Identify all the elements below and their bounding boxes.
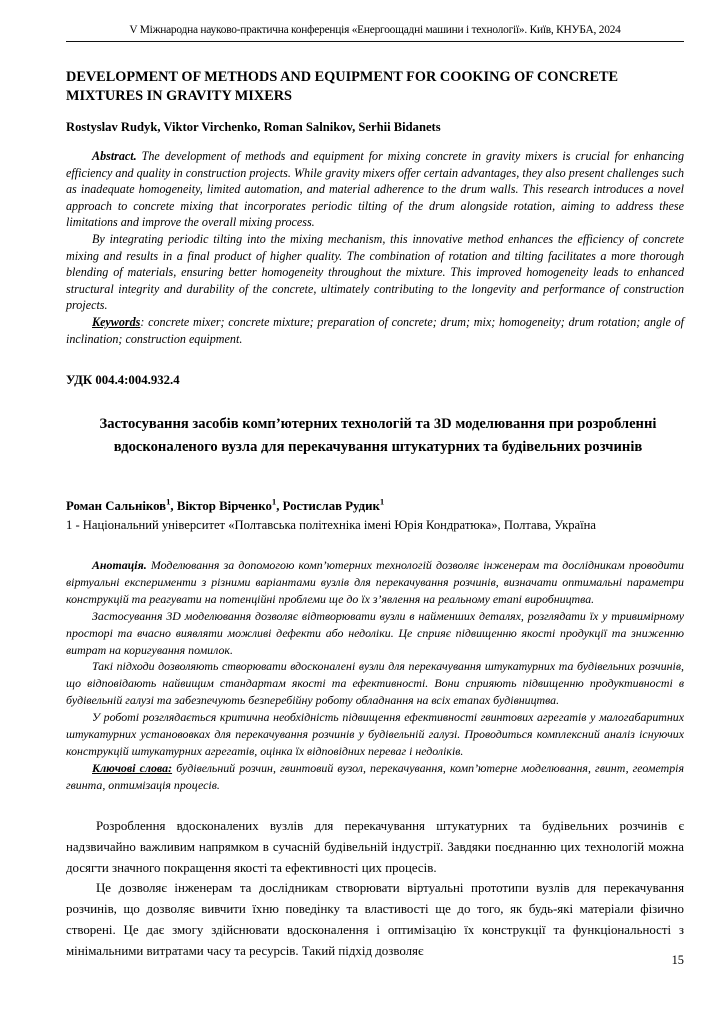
page-content-column xyxy=(66,0,684,1024)
ukrainian-keywords-label: Ключові слова: xyxy=(92,760,173,775)
ukrainian-paper-title: Застосування засобів комп’ютерних технологій та 3D моделювання при розробленні вдосконаленого вузла для перекачування штукатурних та будівельних розчинів xyxy=(99,416,657,455)
body-paragraph-2-text: Це дозволяє інженерам та дослідникам створювати віртуальні прототипи вузлів для перекачування розчинів, що дозволяє вивчити їхню поведінку та властивості ще до того, як будь-які матеріали фізично створені. Це дає змогу здійснювати вдосконалення і оптимізацію їх конструкції та функціональності з мінімальними витратами часу та ресурсів. Такий підхід дозволяє xyxy=(66,881,684,958)
page-number: 15 xyxy=(671,953,684,967)
body-paragraph-2 xyxy=(66,878,684,961)
ukrainian-abstract-paragraph-4 xyxy=(66,709,684,760)
author-name: Роман Сальніков xyxy=(66,499,167,513)
body-text-block xyxy=(66,816,684,962)
author-affiliation-marker: 1 xyxy=(379,496,385,507)
author-affiliation-marker: 1 xyxy=(166,496,171,507)
english-abstract-paragraph-2 xyxy=(66,231,684,314)
english-author-list: Rostyslav Rudyk, Viktor Virchenko, Roman Salnikov, Serhii Bidanets xyxy=(66,120,441,134)
ukrainian-abstract-text-2: Застосування 3D моделювання дозволяє відтворювати вузли в найменших деталях, розглядати їх у тривимірному просторі та вчасно виявляти можливі дефекти або недоліки. Це сприяє підвищенню якості продукції та зниженню витрат на коригування помилок. xyxy=(66,608,684,657)
ukrainian-affiliation: 1 - Національний університет «Полтавська політехніка імені Юрія Кондратюка», Полтава, Україна xyxy=(66,518,596,532)
ukrainian-keywords-text: будівельний розчин, гвинтовий вузол, перекачування, комп’ютерне моделювання, гвинт, геометрія гвинта, оптимізація процесів. xyxy=(66,760,684,792)
udc-code: УДК 004.4:004.932.4 xyxy=(66,373,180,387)
english-abstract-paragraph-1 xyxy=(66,148,684,231)
ukrainian-abstract-paragraph-3 xyxy=(66,658,684,709)
english-abstract-block xyxy=(66,148,684,347)
english-keywords-paragraph xyxy=(66,314,684,347)
header-divider-rule xyxy=(66,41,684,42)
running-header: V Міжнародна науково-практична конференція «Енергоощадні машини і технології». Київ, КНУБА, 2024 xyxy=(129,24,621,36)
english-keywords-text: : concrete mixer; concrete mixture; preparation of concrete; drum; mix; homogeneity; drum rotation; angle of inclination; construction equipment. xyxy=(66,314,684,346)
ukrainian-abstract-paragraph-1 xyxy=(66,557,684,608)
english-paper-title: DEVELOPMENT OF METHODS AND EQUIPMENT FOR COOKING OF CONCRETE MIXTURES IN GRAVITY MIXERS xyxy=(66,69,619,105)
english-abstract-text-1: The development of methods and equipment for mixing concrete in gravity mixers is crucial for enhancing efficiency and quality in construction projects. While gravity mixers offer certain advantages, they also present challenges such as inadequate homogeneity, limited automation, and material adherence to the drum walls. This research introduces a novel approach to concrete mixing that incorporates periodic tilting of the drum alongside rotation, aiming to address these limitations and improve the overall mixing process. xyxy=(66,149,684,230)
keywords-label: Keywords xyxy=(92,314,141,329)
ukrainian-abstract-text-4: У роботі розглядається критична необхідність підвищення ефективності гвинтових агрегатів у малогабаритних штукатурних установовках для перекачування розчинів у будівельній галузі. Проводиться комплексний аналіз існуючих конструкцій штукатурних агрегатів, оцінка їх відповідних переваг і недоліків. xyxy=(66,710,684,758)
abstract-label: Abstract. xyxy=(92,149,137,163)
body-paragraph-1-text: Розроблення вдосконалених вузлів для перекачування штукатурних та будівельних розчинів є надзвичайно важливим напрямком в сучасній будівельній індустрії. Завдяки поєднанню цих технологій можна досягти значного покращення якості та ефективності цих процесів. xyxy=(66,819,684,875)
english-abstract-text-2: By integrating periodic tilting into the mixing mechanism, this innovative method enhances the efficiency of concrete mixing and results in a final product of higher quality. The combination of rotation and tilting facilitates a more thorough blending of materials, ensuring better homogeneity throughout the mixture. This improved homogeneity leads to enhanced structural integrity and durability of the concrete, ultimately contributing to the longevity and performance of construction projects. xyxy=(66,231,684,313)
author-affiliation-marker: 1 xyxy=(271,496,277,507)
author-name: Віктор Вірченко xyxy=(176,499,272,513)
ukrainian-abstract-block xyxy=(66,557,684,794)
ukrainian-keywords-paragraph xyxy=(66,760,684,794)
ukrainian-author-list: Роман Сальніков$^1$, Віктор Вірченко$^1$, Ростислав Рудик$^1$ xyxy=(66,496,385,513)
ukrainian-abstract-text-3: Такі підходи дозволяють створювати вдосконалені вузли для перекачування штукатурних та будівельних розчинів, що відповідають найвищим стандартам якості та ефективності. Вони сприяють підвищенню продуктивності в будівельній галузі та забезпечують безперебійну роботу обладнання на всіх етапах будівництва. xyxy=(66,659,684,708)
ukrainian-abstract-text-1: Моделювання за допомогою комп’ютерних технологій дозволяє інженерам та дослідникам проводити віртуальні експерименти з різними варіантами вузлів для перекачування розчинів, визначати оптимальні параметри конструкцій та реагувати на потенційні проблеми ще до їх з’явлення на реальному етапі виробництва. xyxy=(66,558,684,606)
body-paragraph-1 xyxy=(66,816,684,878)
ukrainian-abstract-paragraph-2 xyxy=(66,608,684,659)
anotation-label: Анотація. xyxy=(92,558,147,572)
author-name: Ростислав Рудик xyxy=(282,499,380,513)
